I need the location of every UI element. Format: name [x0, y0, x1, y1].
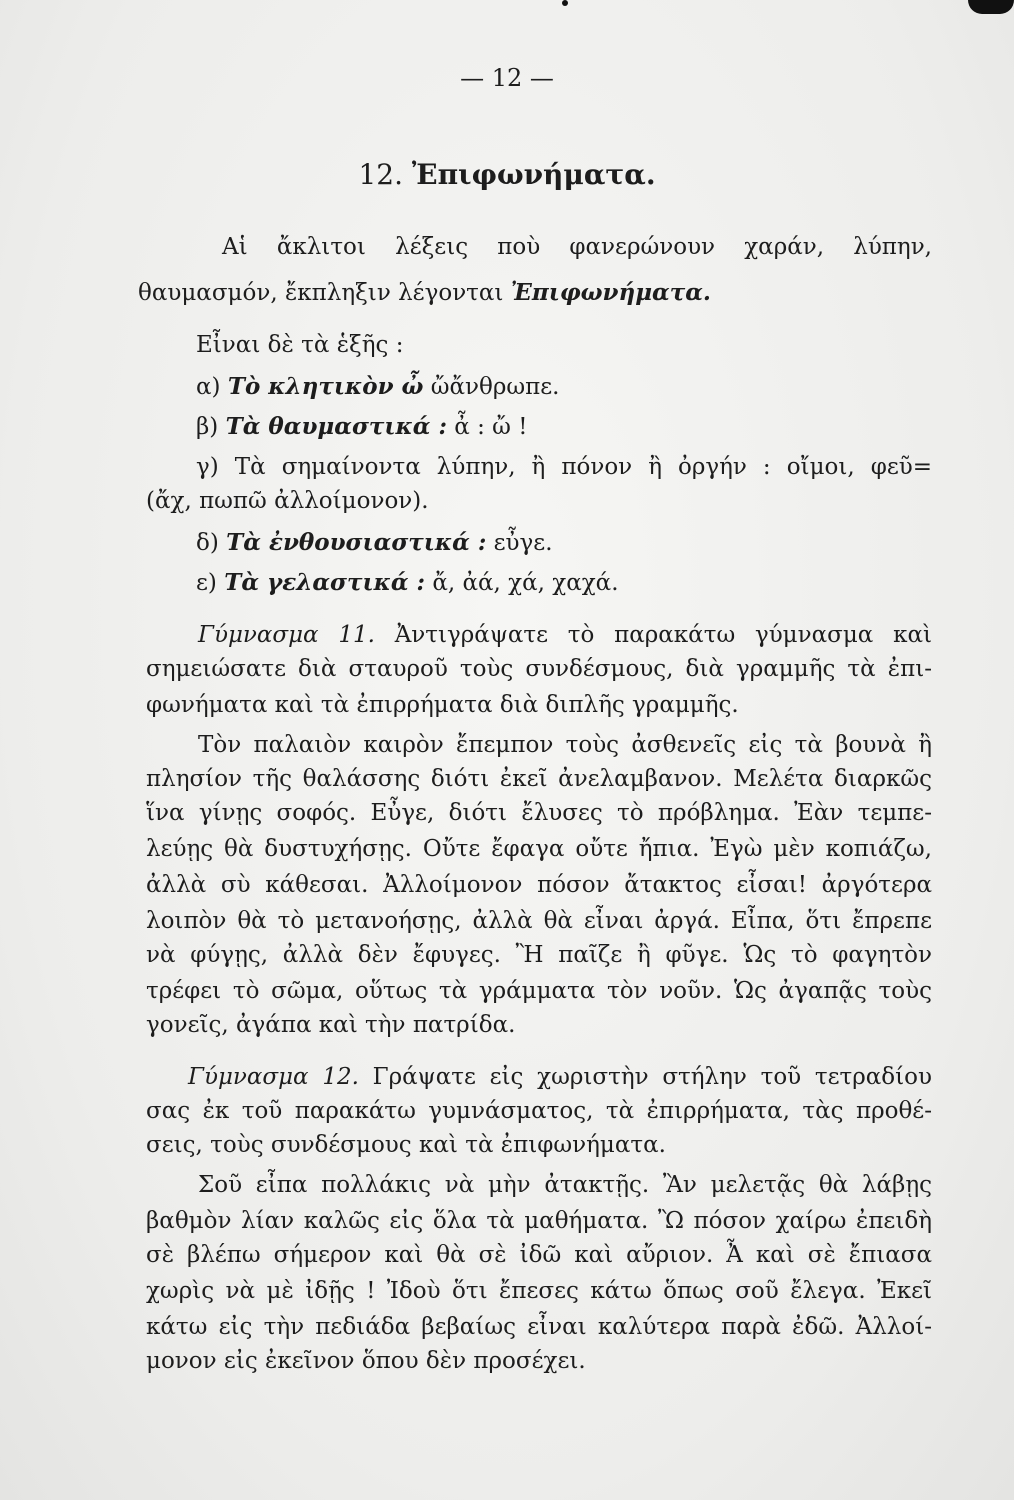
exercise-11-body-line: Τὸν παλαιὸν καιρὸν ἔπεμπον τοὺς ἀσθενεῖς εἰς τὰ βουνὰ ἢ: [198, 732, 932, 758]
section-title: Ἐπιφωνήματα.: [411, 158, 656, 191]
item-b-label: Τὰ θαυμαστικά :: [225, 413, 447, 440]
exercise-11-body-line: ἀλλὰ σὺ κάθεσαι. Ἀλλοίμονον πόσον ἄτακτος εἶσαι! ἀργότερα: [146, 872, 932, 898]
exercise-12-line-1: Γύμνασμα 12. Γράψατε εἰς χωριστὴν στήλην τοῦ τετραδίου: [188, 1064, 933, 1090]
exercise-12-body-line: Σοῦ εἶπα πολλάκις νὰ μὴν ἀτακτῇς. Ἂν μελετᾷς θὰ λάβῃς: [198, 1172, 932, 1198]
ink-speck: [562, 0, 568, 6]
exercise-12-body-line: χωρὶς νὰ μὲ ἰδῇς ! Ἰδοὺ ὅτι ἔπεσες κάτω ὅπως σοῦ ἔλεγα. Ἐκεῖ: [146, 1278, 932, 1304]
item-a-label: Τὸ κλητικὸν ὦ: [227, 373, 424, 400]
list-intro: Εἶναι δὲ τὰ ἑξῆς :: [196, 332, 404, 358]
item-e-label: Τὰ γελαστικά :: [224, 569, 426, 596]
exercise-12-body-line: μονον εἰς ἐκεῖνον ὅπου δὲν προσέχει.: [146, 1348, 586, 1374]
item-d-label: Τὰ ἐνθουσιαστικά :: [226, 529, 487, 556]
list-item-e: ε) Τὰ γελαστικά : ἄ, ἀά, χά, χαχά.: [196, 569, 619, 596]
exercise-11-line-2: σημειώσατε διὰ σταυροῦ τοὺς συνδέσμους, διὰ γραμμῆς τὰ ἐπι-: [146, 656, 932, 682]
exercise-11-body-line: γονεῖς, ἀγάπα καὶ τὴν πατρίδα.: [146, 1012, 516, 1038]
exercise-11-line-1: Γύμνασμα 11. Ἀντιγράψατε τὸ παρακάτω γύμνασμα καὶ: [198, 622, 932, 648]
intro-term: Ἐπιφωνήματα.: [510, 279, 711, 306]
ink-blot: [968, 0, 1014, 14]
list-item-a: α) Τὸ κλητικὸν ὦ ὤἄνθρωπε.: [196, 373, 560, 400]
exercise-11-body-line: λεύῃς θὰ δυστυχήσῃς. Οὔτε ἔφαγα οὔτε ἤπια. Ἐγὼ μὲν κοπιάζω,: [146, 836, 932, 862]
list-item-c: γ) Τὰ σημαίνοντα λύπην, ἢ πόνον ἢ ὀργήν : οἴμοι, φεῦ=: [196, 454, 933, 480]
exercise-11-body-line: ἵνα γίνῃς σοφός. Εὖγε, διότι ἔλυσες τὸ πρόβλημα. Ἐὰν τεμπε-: [146, 800, 932, 826]
list-item-d: δ) Τὰ ἐνθουσιαστικά : εὖγε.: [196, 529, 553, 556]
exercise-11-body-line: τρέφει τὸ σῶμα, οὕτως τὰ γράμματα τὸν νοῦν. Ὡς ἀγαπᾷς τοὺς: [146, 978, 932, 1004]
exercise-12-line-2: σας ἐκ τοῦ παρακάτω γυμνάσματος, τὰ ἐπιρρήματα, τὰς προθέ-: [146, 1098, 932, 1124]
list-item-c-continued: (ἄχ, πωπῶ ἀλλοίμονον).: [146, 488, 429, 514]
exercise-12-body-line: σὲ βλέπω σήμερον καὶ θὰ σὲ ἰδῶ καὶ αὔριον. Ἆ καὶ σὲ ἔπιασα: [146, 1242, 932, 1268]
list-item-b: β) Τὰ θαυμαστικά : ἆ : ὤ !: [196, 413, 528, 440]
intro-line-1: Αἱ ἄκλιτοι λέξεις ποὺ φανερώνουν χαράν, λύπην,: [222, 234, 932, 260]
exercise-12-body-line: βαθμὸν λίαν καλῶς εἰς ὅλα τὰ μαθήματα. Ὢ πόσον χαίρω ἐπειδὴ: [146, 1208, 932, 1234]
exercise-11-label: Γύμνασμα 11.: [198, 622, 375, 648]
section-heading: [0, 158, 1014, 191]
page-number: — 12 —: [460, 64, 554, 92]
exercise-11-body-line: λοιπὸν θὰ τὸ μετανοήσῃς, ἀλλὰ θὰ εἶναι ἀργά. Εἶπα, ὅτι ἔπρεπε: [146, 908, 932, 934]
exercise-11-body-line: πλησίον τῆς θαλάσσης διότι ἐκεῖ ἀνελαμβανον. Μελέτα διαρκῶς: [146, 766, 932, 792]
exercise-12-body-line: κάτω εἰς τὴν πεδιάδα βεβαίως εἶναι καλύτερα παρὰ ἐδῶ. Ἀλλοί-: [146, 1314, 932, 1340]
section-number: 12.: [358, 158, 403, 191]
exercise-12-line-3: σεις, τοὺς συνδέσμους καὶ τὰ ἐπιφωνήματα.: [146, 1132, 666, 1158]
exercise-11-line-3: φωνήματα καὶ τὰ ἐπιρρήματα διὰ διπλῆς γραμμῆς.: [146, 692, 739, 718]
intro-line-2: θαυμασμόν, ἔκπληξιν λέγονται Ἐπιφωνήματα.: [138, 279, 711, 306]
exercise-11-body-line: νὰ φύγῃς, ἀλλὰ δὲν ἔφυγες. Ἢ παῖζε ἢ φῦγε. Ὡς τὸ φαγητὸν: [146, 942, 932, 968]
exercise-12-label: Γύμνασμα 12.: [188, 1064, 359, 1090]
